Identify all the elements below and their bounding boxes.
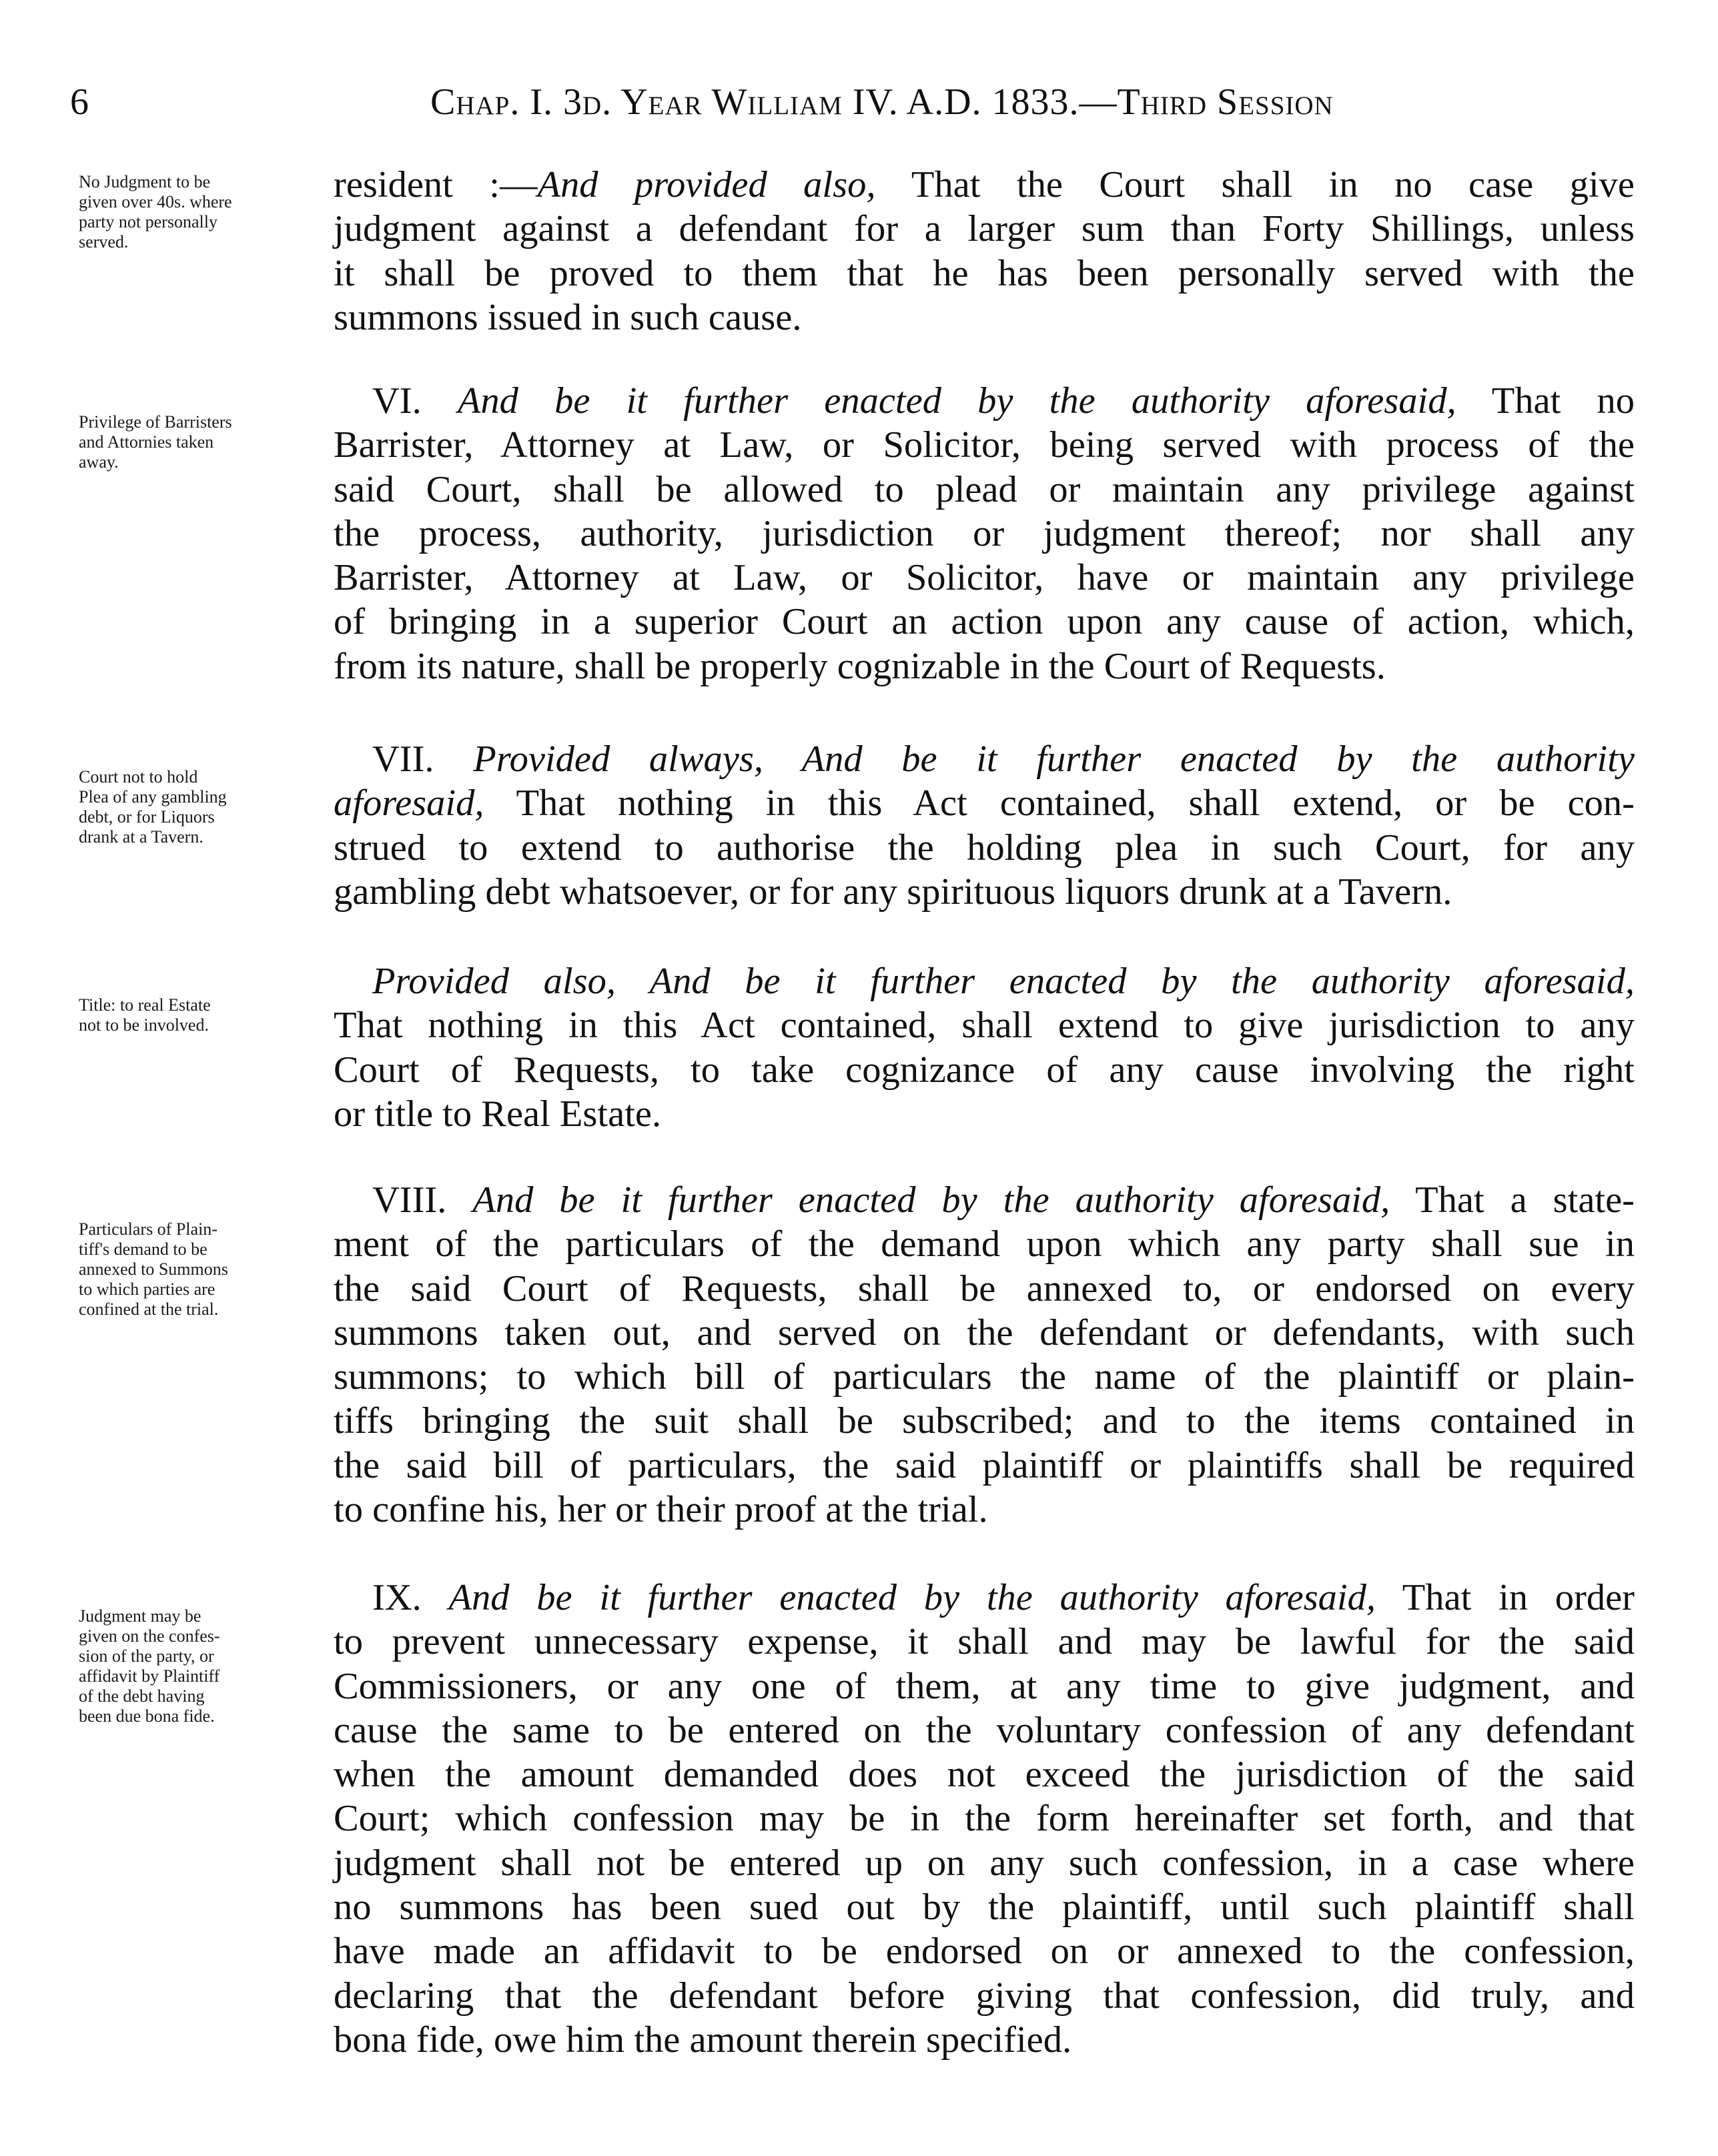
margin-note-line: given on the confes-: [79, 1626, 220, 1646]
text-segment: when the amount demanded does not exceed the jurisdiction of the said: [334, 1754, 1635, 1796]
text-line: [334, 1974, 1635, 2018]
text-segment: VII.: [372, 738, 474, 780]
text-line: [334, 512, 1635, 556]
text-segment: resident :—: [334, 164, 538, 205]
text-line: [334, 737, 1635, 781]
text-segment: declaring that the defendant before giving that confession, did truly, and: [334, 1975, 1635, 2017]
text-segment: or title to Real Estate.: [334, 1093, 662, 1135]
text-segment: VI.: [372, 380, 458, 422]
margin-note-line: Particulars of Plain-: [79, 1219, 218, 1239]
margin-note-line: Plea of any gambling: [79, 787, 227, 806]
italic-text: And be it further enacted by the authority aforesaid,: [448, 1577, 1376, 1618]
text-line: [334, 1311, 1635, 1355]
text-segment: from its nature, shall be properly cognizable in the Court of Requests.: [334, 645, 1386, 687]
text-line: [334, 379, 1635, 423]
margin-note: [79, 172, 332, 252]
section-paragraph: [334, 1178, 1635, 1532]
text-segment: That a state-: [1390, 1179, 1635, 1221]
margin-note-line: given over 40s. where: [79, 192, 232, 211]
text-line: [334, 207, 1635, 251]
text-segment: Court; which confession may be in the form hereinafter set forth, and that: [334, 1798, 1635, 1840]
text-segment: the said Court of Requests, shall be annexed to, or endorsed on every: [334, 1267, 1635, 1309]
text-line: [334, 1620, 1635, 1664]
margin-note-line: annexed to Summons: [79, 1259, 228, 1279]
text-line: [334, 826, 1635, 870]
text-line: [334, 1048, 1635, 1092]
margin-note-line: of the debt having: [79, 1686, 205, 1706]
text-line: [334, 1092, 1635, 1136]
margin-note-line: Title: to real Estate: [79, 995, 211, 1015]
text-line: [334, 1355, 1635, 1399]
italic-text: Provided always, And be it further enacted by the authority: [473, 738, 1635, 780]
text-line: [334, 1576, 1635, 1620]
section-paragraph: [334, 959, 1635, 1136]
text-segment: Court of Requests, to take cognizance of any cause involving the right: [334, 1049, 1635, 1091]
margin-note-line: debt, or for Liquors: [79, 807, 215, 827]
text-segment: the said bill of particulars, the said plaintiff or plaintiffs shall be required: [334, 1444, 1635, 1486]
margin-note-line: drank at a Tavern.: [79, 827, 203, 847]
text-line: [334, 1399, 1635, 1443]
text-segment: said Court, shall be allowed to plead or maintain any privilege against: [334, 468, 1635, 510]
text-line: [334, 1444, 1635, 1488]
text-segment: Barrister, Attorney at Law, or Solicitor, have or maintain any privilege: [334, 557, 1635, 599]
page-header: [70, 79, 1638, 132]
text-segment: summons issued in such cause.: [334, 296, 802, 338]
margin-note: [79, 767, 332, 847]
text-line: [334, 556, 1635, 600]
text-segment: gambling debt whatsoever, or for any spirituous liquors drunk at a Tavern.: [334, 871, 1452, 913]
text-line: [334, 468, 1635, 512]
margin-note-line: served.: [79, 232, 129, 251]
margin-note-line: and Attornies taken: [79, 432, 214, 452]
page-number: 6: [70, 81, 89, 123]
running-head: Chap. I. 3d. Year William IV. A.D. 1833.—Third Session: [430, 81, 1334, 123]
text-segment: That nothing in this Act contained, shall extend to give jurisdiction to any: [334, 1005, 1635, 1047]
italic-text: And be it further enacted by the authority aforesaid,: [472, 1179, 1390, 1221]
text-segment: summons taken out, and served on the defendant or defendants, with such: [334, 1311, 1635, 1354]
text-segment: to prevent unnecessary expense, it shall and may be lawful for the said: [334, 1621, 1635, 1663]
text-segment: VIII.: [372, 1179, 473, 1221]
text-line: [334, 1885, 1635, 1929]
text-line: [334, 1003, 1635, 1047]
text-line: [334, 1488, 1635, 1532]
text-line: [334, 163, 1635, 207]
text-segment: That the Court shall in no case give: [875, 164, 1635, 205]
text-line: [334, 1664, 1635, 1708]
text-segment: Barrister, Attorney at Law, or Solicitor, being served with process of the: [334, 424, 1635, 466]
margin-note-line: sion of the party, or: [79, 1646, 214, 1666]
section-paragraph: [334, 163, 1635, 340]
margin-note-line: Court not to hold: [79, 767, 198, 786]
text-segment: the process, authority, jurisdiction or judgment thereof; nor shall any: [334, 512, 1635, 554]
margin-note-line: No Judgment to be: [79, 172, 211, 191]
text-line: [334, 1708, 1635, 1752]
margin-note: [79, 995, 332, 1035]
text-segment: judgment against a defendant for a larger sum than Forty Shillings, unless: [334, 208, 1635, 250]
section-paragraph: [334, 1576, 1635, 2062]
text-line: [334, 1796, 1635, 1840]
margin-note-line: confined at the trial.: [79, 1299, 219, 1319]
text-line: [334, 251, 1635, 296]
margin-note-line: Judgment may be: [79, 1606, 201, 1626]
text-line: [334, 644, 1635, 688]
margin-note: [79, 1606, 332, 1726]
text-line: [334, 1752, 1635, 1796]
margin-note-line: tiff's demand to be: [79, 1239, 207, 1259]
text-segment: no summons has been sued out by the plaintiff, until such plaintiff shall: [334, 1886, 1635, 1929]
text-segment: ment of the particulars of the demand upon which any party shall sue in: [334, 1223, 1635, 1265]
text-line: [334, 1267, 1635, 1311]
text-line: [334, 296, 1635, 340]
text-line: [334, 600, 1635, 644]
margin-note-line: Privilege of Barristers: [79, 412, 232, 432]
section-paragraph: [334, 379, 1635, 688]
text-segment: to confine his, her or their proof at the trial.: [334, 1489, 988, 1531]
text-segment: tiffs bringing the suit shall be subscribed; and to the items contained in: [334, 1400, 1635, 1442]
italic-text: Provided also, And be it further enacted by the authority aforesaid,: [372, 961, 1635, 1002]
text-segment: judgment shall not be entered up on any such confession, in a case where: [334, 1842, 1635, 1884]
section-paragraph: [334, 737, 1635, 914]
margin-note-line: affidavit by Plaintiff: [79, 1666, 220, 1686]
text-segment: IX.: [372, 1577, 449, 1618]
text-segment: cause the same to be entered on the voluntary confession of any defendant: [334, 1709, 1635, 1751]
italic-text: And provided also,: [537, 164, 876, 205]
text-line: [334, 1222, 1635, 1266]
text-segment: bona fide, owe him the amount therein specified.: [334, 2019, 1072, 2061]
italic-text: And be it further enacted by the authority aforesaid,: [457, 380, 1456, 422]
text-line: [334, 2018, 1635, 2062]
margin-note-line: to which parties are: [79, 1279, 216, 1299]
text-line: [334, 1929, 1635, 1973]
text-line: [334, 423, 1635, 467]
text-segment: That no: [1456, 380, 1635, 422]
text-segment: That nothing in this Act contained, shall extend, or be con-: [484, 782, 1635, 825]
text-segment: of bringing in a superior Court an action upon any cause of action, which,: [334, 601, 1635, 643]
text-segment: summons; to which bill of particulars the name of the plaintiff or plain-: [334, 1356, 1635, 1398]
margin-note: [79, 412, 332, 472]
text-segment: strued to extend to authorise the holding plea in such Court, for any: [334, 827, 1635, 869]
text-line: [334, 1178, 1635, 1222]
text-segment: Commissioners, or any one of them, at any time to give judgment, and: [334, 1665, 1635, 1707]
margin-note-line: been due bona fide.: [79, 1706, 215, 1726]
text-segment: have made an affidavit to be endorsed on or annexed to the confession,: [334, 1931, 1635, 1973]
margin-note: [79, 1219, 332, 1319]
italic-text: aforesaid,: [334, 782, 484, 825]
margin-note-line: not to be involved.: [79, 1015, 209, 1035]
text-line: [334, 781, 1635, 825]
text-line: [334, 870, 1635, 914]
text-segment: it shall be proved to them that he has been personally served with the: [334, 252, 1635, 294]
text-segment: That in order: [1376, 1577, 1635, 1618]
text-line: [334, 1841, 1635, 1885]
text-line: [334, 959, 1635, 1003]
margin-note-line: away.: [79, 452, 119, 472]
margin-note-line: party not personally: [79, 212, 218, 231]
